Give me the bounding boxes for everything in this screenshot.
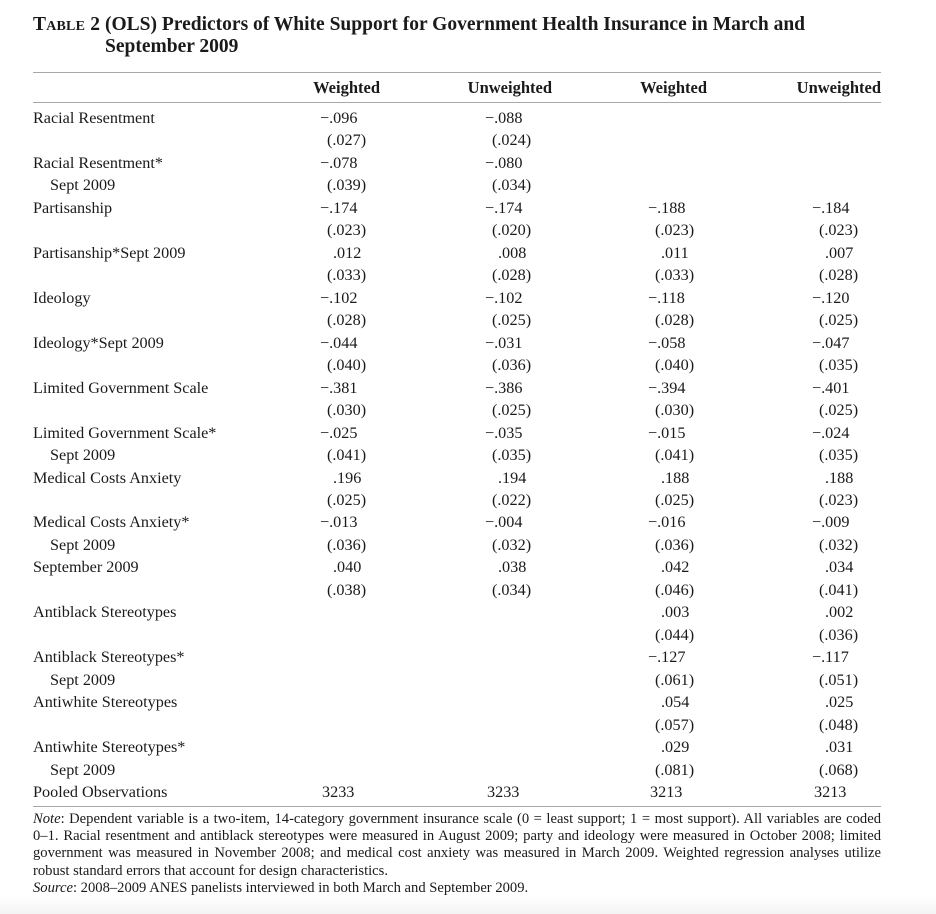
row-label: Antiblack Stereotypes [33,603,177,622]
cell-col-3: −.127 [648,648,686,667]
cell-col-4: .007 [825,243,854,262]
cell-col-4: −.047 [812,333,850,352]
cell-col-4: .025 [825,693,854,712]
cell-col-4: (.025) [819,311,859,330]
cell-col-4: (.032) [819,535,859,554]
cell-col-1: .012 [333,243,362,262]
cell-col-4: (.051) [819,670,859,689]
bottom-rule [33,806,881,807]
page-edge [0,896,936,914]
row-label: Sept 2009 [50,670,116,689]
table-row [0,489,936,512]
cell-col-3: (.057) [655,715,695,734]
cell-col-2: (.032) [492,535,532,554]
table-row [0,511,936,534]
cell-col-1: (.023) [327,221,367,240]
cell-col-4: (.028) [819,266,859,285]
cell-col-1: (.027) [327,131,367,150]
table-row [0,197,936,220]
cell-col-3: .003 [661,603,690,622]
table-row [0,152,936,175]
table-row [0,691,936,714]
table-row [0,242,936,265]
cell-col-2: −.386 [485,378,523,397]
cell-col-3: .054 [661,693,690,712]
cell-col-2: −.035 [485,423,523,442]
table-note [33,811,881,897]
cell-col-1: .040 [333,558,362,577]
cell-col-4: (.068) [819,760,859,779]
cell-col-2: (.035) [492,446,532,465]
row-label: Limited Government Scale [33,378,209,397]
cell-col-3: (.030) [655,401,695,420]
cell-col-1: (.039) [327,176,367,195]
table-row [0,601,936,624]
cell-col-4: (.023) [819,490,859,509]
cell-col-1: (.040) [327,356,367,375]
cell-col-3: .188 [661,468,690,487]
source-text: : 2008–2009 ANES panelists interviewed in both March and September 2009. [72,879,529,896]
cell-col-2: (.028) [492,266,532,285]
cell-col-1: (.028) [327,311,367,330]
cell-col-4: −.120 [812,288,850,307]
cell-col-2: −.080 [485,153,523,172]
table-row [0,399,936,422]
table-row [0,646,936,669]
cell-col-4: .031 [825,738,854,757]
column-header-2: Unweighted [467,78,552,97]
table-row [0,174,936,197]
cell-col-1: −.078 [320,153,358,172]
column-header-1: Weighted [313,78,380,97]
note-paragraph [33,811,881,880]
cell-col-3: 3213 [650,783,683,802]
row-label: Sept 2009 [50,446,116,465]
table-row [0,309,936,332]
cell-col-1: −.381 [320,378,358,397]
cell-col-4: .002 [825,603,854,622]
note-label: Note [33,811,61,827]
cell-col-1: −.102 [320,288,358,307]
cell-col-2: .038 [498,558,527,577]
cell-col-4: 3213 [814,783,847,802]
table-row [0,354,936,377]
cell-col-1: −.025 [320,423,358,442]
header-rule [33,102,881,103]
cell-col-2: (.024) [492,131,532,150]
table-row [0,129,936,152]
cell-col-4: −.184 [812,198,850,217]
cell-col-4: .188 [825,468,854,487]
row-label: Antiblack Stereotypes* [33,648,185,667]
row-label: Ideology*Sept 2009 [33,333,164,352]
row-label: Sept 2009 [50,760,116,779]
cell-col-4: .034 [825,558,854,577]
cell-col-2: (.025) [492,401,532,420]
cell-col-4: (.036) [819,625,859,644]
cell-col-4: −.024 [812,423,850,442]
cell-col-3: −.394 [648,378,686,397]
table-row [0,467,936,490]
row-label: Antiwhite Stereotypes [33,693,178,712]
cell-col-3: −.058 [648,333,686,352]
table-row [0,714,936,737]
cell-col-3: (.028) [655,311,695,330]
cell-col-2: .008 [498,243,527,262]
row-label: Medical Costs Anxiety* [33,513,190,532]
cell-col-2: .194 [498,468,527,487]
cell-col-2: (.034) [492,580,532,599]
cell-col-1: (.036) [327,535,367,554]
row-label: Racial Resentment [33,109,155,127]
cell-col-3: (.041) [655,446,695,465]
cell-col-1: −.096 [320,109,358,127]
cell-col-3: (.044) [655,625,695,644]
cell-col-3: (.033) [655,266,695,285]
cell-col-3: (.061) [655,670,695,689]
table-row [0,107,936,130]
row-label: September 2009 [33,558,139,577]
cell-col-4: (.041) [819,580,859,599]
table-row [0,219,936,242]
cell-col-2: 3233 [487,783,520,802]
table-row [0,624,936,647]
cell-col-3: (.036) [655,535,695,554]
cell-col-1: (.025) [327,490,367,509]
table-row [0,579,936,602]
row-label: Racial Resentment* [33,153,163,172]
cell-col-1: (.041) [327,446,367,465]
cell-col-3: −.188 [648,198,686,217]
cell-col-4: (.048) [819,715,859,734]
cell-col-4: −.401 [812,378,850,397]
cell-col-3: −.118 [648,288,685,307]
table-title [33,14,853,57]
table-row [0,377,936,400]
cell-col-4: (.035) [819,446,859,465]
source-paragraph [33,880,881,897]
cell-col-3: −.015 [648,423,686,442]
cell-col-2: −.088 [485,109,523,127]
cell-col-1: (.038) [327,580,367,599]
table-row [0,444,936,467]
table-row [0,287,936,310]
table-row [0,759,936,782]
row-label: Partisanship [33,198,113,217]
cell-col-2: (.025) [492,311,532,330]
source-label: Source [33,879,73,896]
cell-col-3: (.025) [655,490,695,509]
cell-col-2: −.004 [485,513,523,532]
row-label: Partisanship*Sept 2009 [33,243,186,262]
cell-col-1: .196 [333,468,362,487]
cell-col-3: (.046) [655,580,695,599]
table-row [0,556,936,579]
cell-col-1: −.013 [320,513,358,532]
cell-col-2: −.174 [485,198,523,217]
column-header-3: Weighted [640,78,707,97]
cell-col-1: −.044 [320,333,358,352]
row-label: Sept 2009 [50,176,116,195]
cell-col-2: (.034) [492,176,532,195]
note-text: : Dependent variable is a two-item, 14-category government insurance scale (0 = least support; 1 = most support). All variables are coded 0–1. Racial resentment and antiblack stereotypes were measured in August 2009; party and ideology were measured in October 2008; limited government was measured in November 2008; and medical cost anxiety was measured in March 2009. Weighted regression analyses utilize robust standard errors that account for design characteristics. [33,811,881,879]
cell-col-2: (.036) [492,356,532,375]
cell-col-4: −.009 [812,513,850,532]
table-row [0,669,936,692]
row-label: Sept 2009 [50,535,116,554]
cell-col-4: −.117 [812,648,849,667]
row-label: Antiwhite Stereotypes* [33,738,186,757]
cell-col-4: (.035) [819,356,859,375]
row-label: Pooled Observations [33,783,168,802]
cell-col-3: .042 [661,558,690,577]
cell-col-1: −.174 [320,198,358,217]
cell-col-3: (.081) [655,760,695,779]
cell-col-2: (.020) [492,221,532,240]
table-row [0,781,936,804]
row-label: Ideology [33,288,91,307]
cell-col-2: (.022) [492,490,532,509]
cell-col-3: (.023) [655,221,695,240]
cell-col-3: .011 [661,243,689,262]
cell-col-1: (.033) [327,266,367,285]
table-caption: (OLS) Predictors of White Support for Government Health Insurance in March and September 2009 [105,14,806,57]
table-number: Table 2 [33,14,101,35]
cell-col-3: −.016 [648,513,686,532]
cell-col-4: (.025) [819,401,859,420]
cell-col-4: (.023) [819,221,859,240]
cell-col-2: −.102 [485,288,523,307]
cell-col-1: (.030) [327,401,367,420]
column-header-4: Unweighted [796,78,881,97]
table-row [0,736,936,759]
row-label: Medical Costs Anxiety [33,468,182,487]
table-row [0,264,936,287]
table-row [0,332,936,355]
row-label: Limited Government Scale* [33,423,217,442]
cell-col-2: −.031 [485,333,523,352]
cell-col-3: .029 [661,738,690,757]
cell-col-3: (.040) [655,356,695,375]
table-row [0,422,936,445]
table-row [0,534,936,557]
cell-col-1: 3233 [322,783,355,802]
top-rule [33,72,881,73]
